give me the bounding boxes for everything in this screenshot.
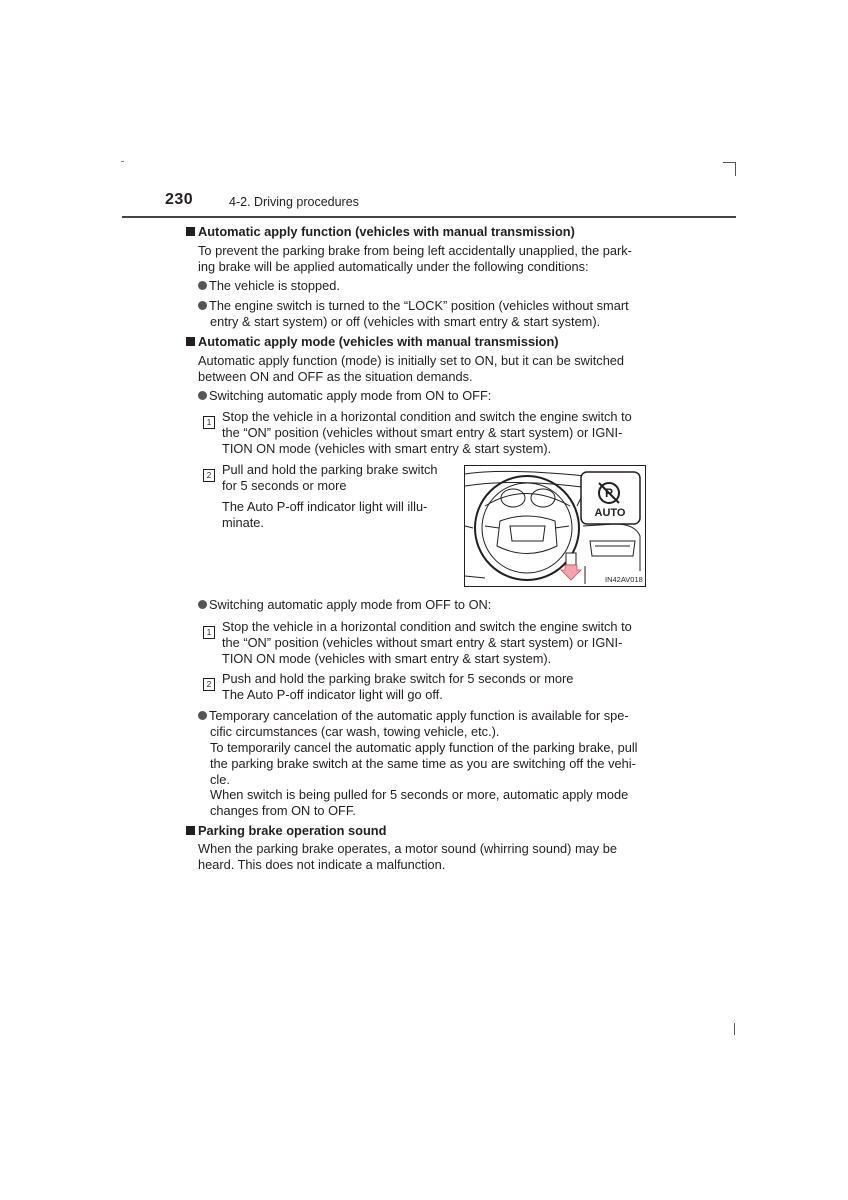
- bullet-item-continued: entry & start system) or off (vehicles with smart entry & start system).: [210, 314, 601, 329]
- paragraph-line: ing brake will be applied automatically under the following conditions:: [198, 259, 589, 274]
- step-text: Stop the vehicle in a horizontal condition and switch the engine switch to: [222, 619, 632, 634]
- dashboard-illustration: [464, 465, 646, 587]
- auto-p-symbol: P: [604, 486, 614, 500]
- steering-wheel-drawing: [465, 466, 645, 586]
- step-number: 2: [203, 674, 215, 692]
- page-number: 230: [165, 191, 194, 208]
- step-text: the “ON” position (vehicles without smart entry & start system) or IGNI-: [222, 425, 623, 440]
- bullet-item-continued: To temporarily cancel the automatic apply function of the parking brake, pull: [210, 740, 638, 755]
- step-note: minate.: [222, 515, 264, 530]
- step-number: 2: [203, 465, 215, 483]
- heading-auto-apply-function: Automatic apply function (vehicles with manual transmission): [186, 224, 575, 240]
- step-text: TION ON mode (vehicles with smart entry & start system).: [222, 651, 552, 666]
- bullet-item-continued: cific circumstances (car wash, towing vehicle, etc.).: [210, 724, 500, 739]
- bullet-item-continued: When switch is being pulled for 5 seconds or more, automatic apply mode: [210, 787, 629, 802]
- step-number: 1: [203, 412, 215, 430]
- bullet-item: The engine switch is turned to the “LOCK” position (vehicles without smart: [198, 298, 629, 314]
- round-bullet-icon: [198, 711, 207, 720]
- crop-mark-top-right: [723, 162, 736, 176]
- round-bullet-icon: [198, 301, 207, 310]
- bullet-item-continued: cle.: [210, 772, 230, 787]
- step-note: The Auto P-off indicator light will illu-: [222, 499, 428, 514]
- step-number: 1: [203, 622, 215, 640]
- heading-operation-sound: Parking brake operation sound: [186, 823, 386, 839]
- round-bullet-icon: [198, 600, 207, 609]
- auto-label: AUTO: [594, 507, 626, 519]
- square-bullet-icon: [186, 227, 195, 236]
- paragraph-line: Automatic apply function (mode) is initially set to ON, but it can be switched: [198, 353, 625, 368]
- crop-mark-left: [121, 161, 124, 162]
- round-bullet-icon: [198, 391, 207, 400]
- paragraph-line: To prevent the parking brake from being left accidentally unapplied, the park-: [198, 243, 632, 258]
- square-bullet-icon: [186, 826, 195, 835]
- sub-heading-off-to-on: Switching automatic apply mode from OFF to ON:: [198, 597, 491, 613]
- bullet-item-continued: changes from ON to OFF.: [210, 803, 356, 818]
- step-text: TION ON mode (vehicles with smart entry & start system).: [222, 441, 552, 456]
- step-text: for 5 seconds or more: [222, 478, 347, 493]
- bullet-item-continued: the parking brake switch at the same time as you are switching off the vehi-: [210, 756, 636, 771]
- header-rule: [122, 216, 736, 218]
- section-title: 4-2. Driving procedures: [229, 195, 359, 209]
- bullet-item: The vehicle is stopped.: [198, 278, 340, 294]
- bullet-item: Temporary cancelation of the automatic apply function is available for spe-: [198, 708, 629, 724]
- figure-code: IN42AV018: [605, 575, 643, 584]
- square-bullet-icon: [186, 337, 195, 346]
- paragraph-line: When the parking brake operates, a motor sound (whirring sound) may be: [198, 841, 617, 856]
- step-text: Pull and hold the parking brake switch: [222, 462, 438, 477]
- paragraph-line: between ON and OFF as the situation demands.: [198, 369, 473, 384]
- paragraph-line: heard. This does not indicate a malfunction.: [198, 857, 446, 872]
- step-text: Push and hold the parking brake switch for 5 seconds or more: [222, 671, 574, 686]
- sub-heading-on-to-off: Switching automatic apply mode from ON to OFF:: [198, 388, 491, 404]
- heading-auto-apply-mode: Automatic apply mode (vehicles with manual transmission): [186, 334, 559, 350]
- crop-mark-bottom-right: [734, 1023, 735, 1035]
- step-text: Stop the vehicle in a horizontal condition and switch the engine switch to: [222, 409, 632, 424]
- round-bullet-icon: [198, 281, 207, 290]
- step-text: the “ON” position (vehicles without smart entry & start system) or IGNI-: [222, 635, 623, 650]
- step-text: The Auto P-off indicator light will go off.: [222, 687, 443, 702]
